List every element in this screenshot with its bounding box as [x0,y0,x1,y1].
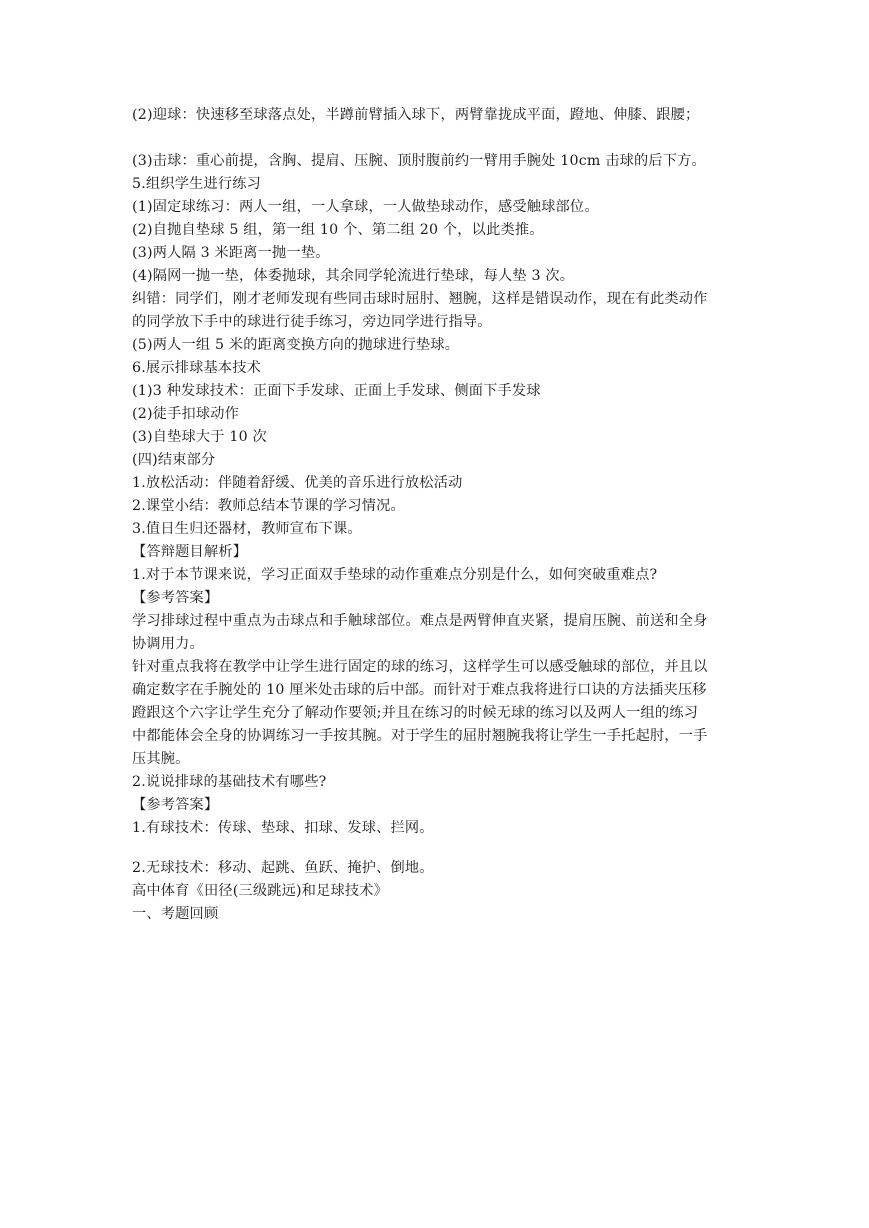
text-line: 针对重点我将在教学中让学生进行固定的球的练习，这样学生可以感受触球的部位，并且以 [132,659,708,675]
text-line: (3)自垫球大于 10 次 [132,429,267,445]
text-line: 纠错：同学们，刚才老师发现有些同击球时屈肘、翘腕，这样是错误动作，现在有此类动作 [132,291,708,307]
text-line: 中都能体会全身的协调练习一手按其腕。对于学生的屈肘翘腕我将让学生一手托起肘，一手 [132,728,708,744]
section-heading: 高中体育《田径(三级跳远)和足球技术》 [132,883,389,899]
text-line: 的同学放下手中的球进行徒手练习，旁边同学进行指导。 [132,314,492,330]
text-line: (1)固定球练习：两人一组，一人拿球，一人做垫球动作，感受触球部位。 [132,199,599,215]
text-line: 1.有球技术：传球、垫球、扣球、发球、拦网。 [132,820,434,836]
text-line: (4)隔网一抛一垫，体委抛球，其余同学轮流进行垫球，每人垫 3 次。 [132,268,575,284]
text-line: (2)徒手扣球动作 [132,406,240,422]
text-line: 1.放松活动：伴随着舒缓、优美的音乐进行放松活动 [132,475,463,491]
question-line: 2.说说排球的基础技术有哪些? [132,774,327,790]
text-line: 2.课堂小结：教师总结本节课的学习情况。 [132,498,405,514]
text-line: (2)迎球：快速移至球落点处，半蹲前臂插入球下，两臂靠拢成平面，蹬地、伸膝、跟腰； [132,107,700,123]
text-line: 蹬跟这个六字让学生充分了解动作要领;并且在练习的时候无球的练习以及两人一组的练习 [132,705,699,721]
text-line: (1)3 种发球技术：正面下手发球、正面上手发球、侧面下手发球 [132,383,541,399]
section-heading: 一、考题回顾 [132,906,219,922]
text-line: 确定数字在手腕处的 10 厘米处击球的后中部。而针对于难点我将进行口诀的方法插夹压移 [132,682,707,698]
section-heading: 6.展示排球基本技术 [132,360,262,376]
text-line: (2)自抛自垫球 5 组，第一组 10 个、第二组 20 个，以此类推。 [132,222,544,238]
text-line: 2.无球技术：移动、起跳、鱼跃、掩护、倒地。 [132,860,434,876]
question-line: 1.对于本节课来说，学习正面双手垫球的动作重难点分别是什么，如何突破重难点? [132,567,658,583]
section-heading: (四)结束部分 [132,452,216,468]
text-line: (3)击球：重心前提，含胸、提肩、压腕、顶肘腹前约一臂用手腕处 10cm 击球的后下方。 [132,153,706,169]
text-line: (5)两人一组 5 米的距离变换方向的抛球进行垫球。 [132,337,460,353]
section-heading: 【答辩题目解析】 [132,544,248,560]
section-heading: 5.组织学生进行练习 [132,176,262,192]
answer-heading: 【参考答案】 [132,797,219,813]
text-line: 3.值日生归还器材，教师宣布下课。 [132,521,362,537]
text-line: (3)两人隔 3 米距离一抛一垫。 [132,245,330,261]
text-line: 协调用力。 [132,636,204,652]
text-line: 学习排球过程中重点为击球点和手触球部位。难点是两臂伸直夹紧，提肩压腕、前送和全身 [132,613,708,629]
text-line: 压其腕。 [132,751,190,767]
answer-heading: 【参考答案】 [132,590,219,606]
